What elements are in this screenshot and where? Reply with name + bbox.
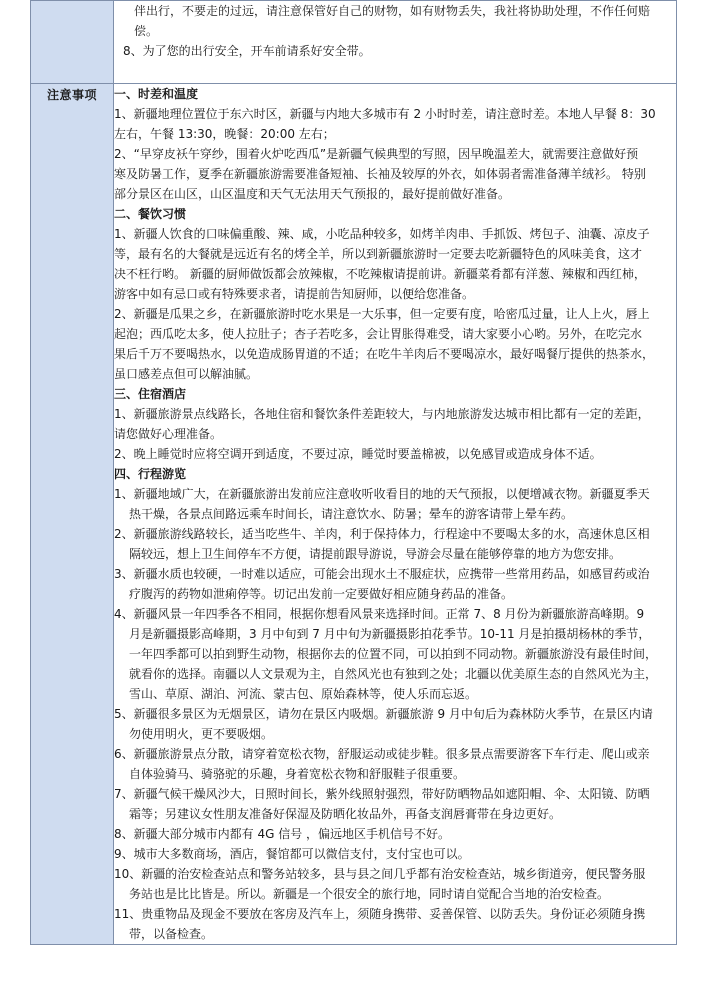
previous-notes-cell [114,1,677,84]
table-row-previous-notes [31,1,677,84]
text-line: 勿使用明火，更不要吸烟。 [129,727,274,741]
text-line: 霜等；另建议女性朋友准备好保湿及防晒化妆品外，再备支润唇膏带在身边更好。 [129,807,562,821]
section-heading-time-temperature: 一、时差和温度 [114,87,199,101]
text-line: 等，最有名的大餐就是远近有名的烤全羊，所以到新疆旅游时一定要去吃新疆特色的风味美食，这才 [114,247,643,261]
text-line: 决不枉行哟。 新疆的厨师做饭都会放辣椒，不吃辣椒请提前讲。新疆菜肴都有洋葱、辣椒和西红柿， [114,267,646,281]
text-line: 5、新疆很多景区为无烟景区，请勿在景区内吸烟。新疆旅游 9 月中旬后为森林防火季节，在景区内请 [114,707,653,721]
text-line: 左右，午餐 13:30，晚餐：20:00 左右； [114,127,335,141]
section-heading-dining: 二、餐饮习惯 [114,207,187,221]
text-line: 2、新疆旅游线路较长，适当吃些牛、羊肉，利于保持体力，行程途中不要喝太多的水，高速休息区相 [114,527,650,541]
text-line: 2、“早穿皮袄午穿纱，围着火炉吃西瓜”是新疆气候典型的写照，因早晚温差大，就需要注意做好预 [114,147,639,161]
text-line: 6、新疆旅游景点分散，请穿着宽松衣物，舒服运动或徒步鞋。很多景点需要游客下车行走、爬山或亲 [114,747,650,761]
text-line: 1、新疆地域广大，在新疆旅游出发前应注意收听收看目的地的天气预报，以便增减衣物。新疆夏季天 [114,487,650,501]
text-line: 带，以备检查。 [129,927,214,941]
text-line: 雪山、草原、湖泊、河流、蒙古包、原始森林等，使人乐而忘返。 [129,687,478,701]
travel-notes-table [30,0,677,945]
section-heading-accommodation: 三、住宿酒店 [114,387,187,401]
text-line: 一年四季都可以拍到野生动物，根据你去的位置不同，可以拍到不同动物。新疆旅游没有最佳时间， [129,647,658,661]
text-line: 8、为了您的出行安全，开车前请系好安全带。 [123,44,371,58]
notes-content-cell [114,84,677,945]
text-line: 务站也是比比皆是。所以。新疆是一个很安全的旅行地，同时请自觉配合当地的治安检查。 [129,887,610,901]
notes-label: 注意事项 [46,88,97,102]
text-line: 1、新疆地理位置位于东六时区，新疆与内地大多城市有 2 小时时差，请注意时差。本地人早餐 8：30 [114,107,656,121]
text-line: 2、新疆是瓜果之乡，在新疆旅游时吃水果是一大乐事，但一定要有度，哈密瓜过量，让人上火，唇上 [114,307,650,321]
text-line: 9、城市大多数商场，酒店，餐馆都可以微信支付，支付宝也可以。 [114,847,470,861]
text-line: 4、新疆风景一年四季各不相同，根据你想看风景来选择时间。正常 7、8 月份为新疆旅游高峰期。9 [114,607,645,621]
table-row-notes [31,84,677,945]
text-line: 游客中如有忌口或有特殊要求者，请提前告知厨师，以便给您准备。 [114,287,475,301]
text-line: 3、新疆水质也较硬，一时难以适应，可能会出现水土不服症状，应携带一些常用药品，如感冒药或治 [114,567,650,581]
text-line: 热干燥，各景点间路远乘车时间长，请注意饮水、防暑；晕车的游客请带上晕车药。 [129,507,574,521]
text-line: 疗腹泻的药物如泄痢停等。切记出发前一定要做好相应随身药品的准备。 [129,587,514,601]
text-line: 1、新疆人饮食的口味偏重酸、辣、咸，小吃品种较多，如烤羊肉串、手抓饭、烤包子、油囊、凉皮子 [114,227,650,241]
empty-label-cell [31,1,114,84]
text-line: 1、新疆旅游景点线路长，各地住宿和餐饮条件差距较大，与内地旅游发达城市相比都有一定的差距， [114,407,650,421]
text-line: 请您做好心理准备。 [114,427,223,441]
text-line: 虽口感差点但可以解油腻。 [114,367,259,381]
text-line: 起泡；西瓜吃太多，使人拉肚子；杏子若吃多，会让胃胀得难受，请大家要小心哟。另外，在吃完水 [114,327,643,341]
text-line: 自体验骑马、骑骆驼的乐趣，身着宽松衣物和舒服鞋子很重要。 [129,767,466,781]
text-line: 伴出行，不要走的过远，请注意保管好自己的财物，如有财物丢失，我社将协助处理，不作任何赔 [134,4,651,18]
section-heading-itinerary: 四、行程游览 [114,467,187,481]
text-line: 果后千万不要喝热水，以免造成肠胃道的不适；在吃牛羊肉后不要喝凉水，最好喝餐厅提供的热茶水， [114,347,655,361]
text-line: 寒及防暑工作，夏季在新疆旅游需要准备短袖、长袖及较厚的外衣，如体弱者需准备薄羊绒衫。 特别 [114,167,646,181]
text-line: 8、新疆大部分城市内都有 4G 信号 ，偏远地区手机信号不好。 [114,827,451,841]
text-line: 月是新疆摄影高峰期，3 月中旬到 7 月中旬为新疆摄影拍花季节。10-11 月是拍摄胡杨林的季节， [129,627,651,641]
text-line: 就看你的选择。南疆以人文景观为主，自然风光也有独到之处；北疆以优美原生态的自然风光为主， [129,667,658,681]
text-line: 10、新疆的治安检查站点和警务站较多，县与县之间几乎都有治安检查站，城乡街道旁，便民警务服 [114,867,646,881]
text-line: 11、贵重物品及现金不要放在客房及汽车上，须随身携带、妥善保管、以防丢失。身份证必须随身携 [114,907,646,921]
text-line: 部分景区在山区，山区温度和天气无法用天气预报的，最好提前做好准备。 [114,187,511,201]
text-line: 7、新疆气候干燥风沙大，日照时间长，紫外线照射强烈，带好防晒物品如遮阳帽、伞、太阳镜、防晒 [114,787,650,801]
text-line: 2、晚上睡觉时应将空调开到适度，不要过凉，睡觉时要盖棉被，以免感冒或造成身体不适。 [114,447,602,461]
text-line: 隔较远，想上卫生间停车不方便，请提前跟导游说，导游会尽量在能够停靠的地方为您安排。 [129,547,622,561]
text-line: 偿。 [134,24,159,38]
notes-label-cell [31,84,114,945]
